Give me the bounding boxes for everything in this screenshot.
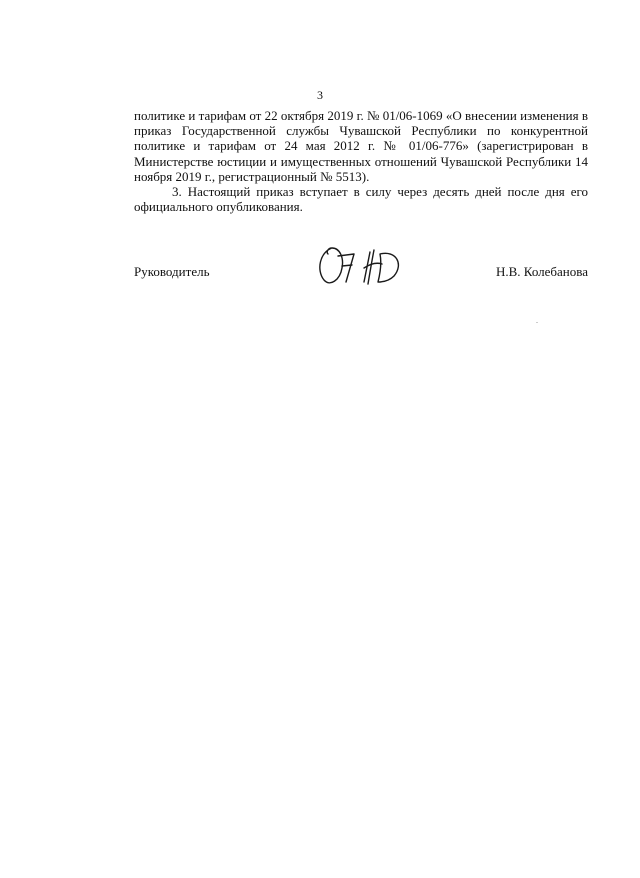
handwritten-signature-icon <box>312 240 422 290</box>
signer-role: Руководитель <box>134 264 210 279</box>
scan-speck <box>536 322 538 323</box>
paragraph-continuation: политике и тарифам от 22 октября 2019 г. № 01/06-1069 «О внесении изменения в приказ Государственной службы Чувашской Республики по конкурентной политике и тарифам от 24 мая 2012 г. № 01/06-776» (зарегистрирован в Министерстве юстиции и имущественных отношений Чувашской Республики 14 ноября 2019 г., регистрационный № 5513). <box>134 108 588 184</box>
paragraph-item-3: 3. Настоящий приказ вступает в силу через десять дней после дня его официального опубликования. <box>134 184 588 215</box>
page-number: 3 <box>317 88 323 102</box>
document-body <box>134 108 588 214</box>
signature-block <box>134 256 588 290</box>
signer-name: Н.В. Колебанова <box>496 264 588 279</box>
